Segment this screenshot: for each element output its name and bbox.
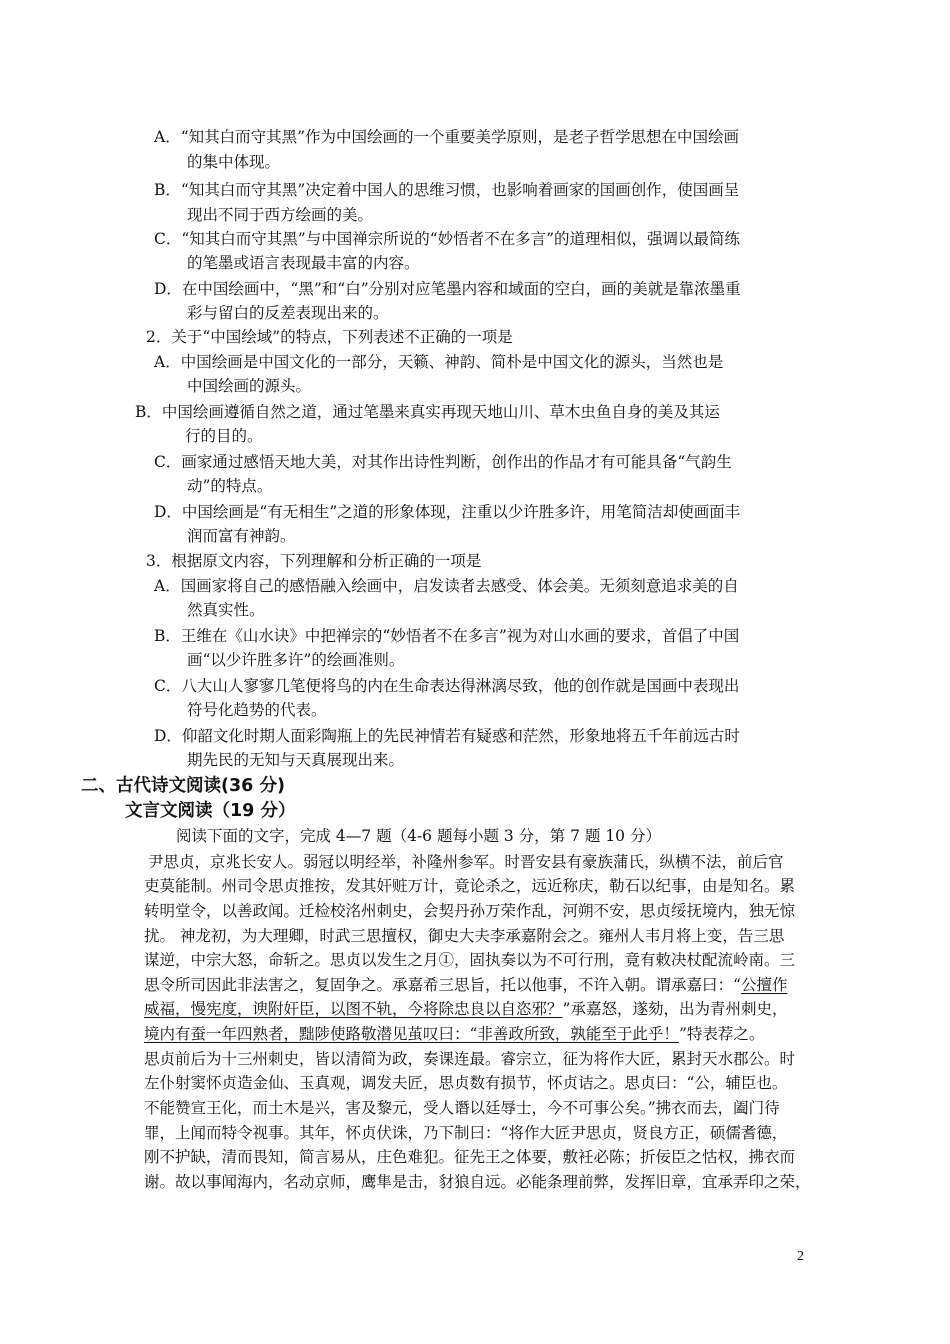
q3-stem: 3．根据原文内容，下列理解和分析正确的一项是 [146, 552, 482, 570]
q3-option-b-line1: B．王维在《山水诀》中把禅宗的“妙悟者不在多言”视为对山水画的要求，首倡了中国 [154, 627, 740, 645]
passage-line-6-text: 思令所司因此非法害之，复固争之。承嘉希三思旨，托以他事，不许入朝。谓承嘉曰：“ [144, 976, 741, 994]
passage-underlined-sentence-part-1: 公擅作 [740, 976, 788, 994]
q2-option-b-line2: 行的目的。 [185, 427, 263, 445]
passage-line-2: 吏莫能制。州司令思贞推按，发其奸赃万计，竟论杀之，远近称庆，勒石以纪事，由是知名。累 [144, 877, 796, 895]
passage-line-8 [144, 1024, 764, 1044]
q1-option-c-line2: 的笔墨或语言表现最丰富的内容。 [187, 254, 420, 272]
passage-line-7 [144, 999, 787, 1019]
q3-option-a-line1: A．国画家将自己的感悟融入绘画中，启发读者去感受、体会美。无须刻意追求美的自 [154, 577, 739, 595]
passage-line-6 [144, 975, 787, 995]
q1-option-b-line2: 现出不同于西方绘画的美。 [187, 206, 374, 224]
section-subtitle: 文言文阅读（19 分） [125, 801, 296, 821]
passage-line-11: 不能赞宣王化，而土木是兴，害及黎元，受人谮以廷辱士，今不可事公矣。”拂衣而去，阖门待 [144, 1099, 780, 1117]
passage-line-3: 转明堂令，以善政闻。迁检校洺州刺史，会契丹孙万荣作乱，河朔不安，思贞绥抚境内，独无惊 [144, 902, 796, 920]
passage-line-9: 思贞前后为十三州刺史，皆以清简为政，奏课连最。睿宗立，征为将作大匠，累封天水郡公。时 [144, 1050, 796, 1068]
passage-line-13: 刚不护缺，清而畏知，简言易从，庄色难犯。征先王之体要，敷衽必陈；折佞臣之怙权，拂衣而 [144, 1148, 796, 1166]
passage-underlined-sentence-2: 境内有蚕一年四熟者，黜陟使路敬潜见茧叹曰：“非善政所致，孰能至于此乎！ [144, 1025, 679, 1043]
q2-option-d-line2: 润而富有神韵。 [187, 527, 296, 545]
passage-line-10: 左仆射窦怀贞造金仙、玉真观，调发夫匠，思贞数有损节，怀贞诘之。思贞曰：“公，辅臣也。 [144, 1074, 788, 1092]
passage-line-14: 谢。故以事闻海内，名动京师，鹰隼是击，豺狼自远。必能条理前弊，发挥旧章，宜承弄印之荣， [144, 1173, 811, 1191]
section-title: 二、古代诗文阅读(36 分) [81, 776, 285, 796]
q2-option-a-line2: 中国绘画的源头。 [187, 377, 312, 395]
q2-option-a-line1: A．中国绘画是中国文化的一部分，天籁、神韵、简朴是中国文化的源头，当然也是 [154, 353, 724, 371]
q2-option-c-line1: C．画家通过感悟天地大美，对其作出诗性判断，创作出的作品才有可能具备“气韵生 [154, 453, 732, 471]
q1-option-b-line1: B．“知其白而守其黑”决定着中国人的思维习惯，也影响着画家的国画创作，使国画呈 [154, 181, 740, 199]
q2-option-c-line2: 动”的特点。 [187, 477, 273, 495]
q2-stem: 2．关于“中国绘域”的特点，下列表述不正确的一项是 [146, 328, 513, 346]
q2-option-b-line1: B．中国绘画遵循自然之道，通过笔墨来真实再现天地山川、草木虫鱼自身的美及其运 [135, 403, 720, 421]
q1-option-a-line2: 的集中体现。 [187, 153, 281, 171]
passage-line-12: 罪，上闻而特令视事。其年，怀贞伏诛，乃下制曰：“将作大匠尹思贞，贤良方正，硕儒耆德， [144, 1124, 788, 1142]
reading-instruction: 阅读下面的文字，完成 4—7 题（4-6 题每小题 3 分，第 7 题 10 分） [176, 827, 661, 845]
passage-line-1: 尹思贞，京兆长安人。弱冠以明经举，补隆州参军。时晋安县有豪族蒲氏，纵横不法，前后官 [148, 853, 784, 871]
passage-line-7-text: ”承嘉怒，遂劾，出为青州刺史， [562, 1000, 788, 1018]
q1-option-c-line1: C．“知其白而守其黑”与中国禅宗所说的“妙悟者不在多言”的道理相似，强调以最简练 [154, 230, 741, 248]
q3-option-c-line2: 符号化趋势的代表。 [187, 701, 327, 719]
q1-option-a-line1: A．“知其白而守其黑”作为中国绘画的一个重要美学原则，是老子哲学思想在中国绘画 [154, 128, 740, 146]
q3-option-a-line2: 然真实性。 [187, 601, 265, 619]
page-number: 2 [797, 1249, 804, 1264]
q3-option-c-line1: C．八大山人寥寥几笔便将鸟的内在生命表达得淋漓尽致，他的创作就是国画中表现出 [154, 677, 740, 695]
q3-option-d-line2: 期先民的无知与天真展现出来。 [187, 751, 405, 769]
q1-option-d-line2: 彩与留白的反差表现出来的。 [187, 304, 389, 322]
q3-option-b-line2: 画“以少许胜多许”的绘画准则。 [187, 651, 405, 669]
passage-line-5: 谋逆，中宗大怒，命斩之。思贞以发生之月①，固执奏以为不可行刑，竟有敕决杖配流岭南。三 [144, 951, 796, 969]
passage-line-4: 扰。 神龙初，为大理卿，时武三思擅权，御史大夫李承嘉附会之。雍州人韦月将上变，告三思 [144, 927, 785, 945]
passage-underlined-sentence-part-2: 威福，慢宪度，谀附奸臣，以图不轨，今将除忠良以自恣邪？ [144, 1000, 563, 1018]
passage-line-8-text: ”特表荐之。 [678, 1025, 765, 1043]
q1-option-d-line1: D．在中国绘画中，“黑”和“白”分别对应笔墨内容和域面的空白，画的美就是靠浓墨重 [154, 280, 741, 298]
q2-option-d-line1: D．中国绘画是“有无相生”之道的形象体现，注重以少许胜多许，用笔简洁却使画面丰 [154, 503, 741, 521]
q3-option-d-line1: D．仰韶文化时期人面彩陶瓶上的先民神情若有疑惑和茫然，形象地将五千年前远古时 [154, 727, 740, 745]
